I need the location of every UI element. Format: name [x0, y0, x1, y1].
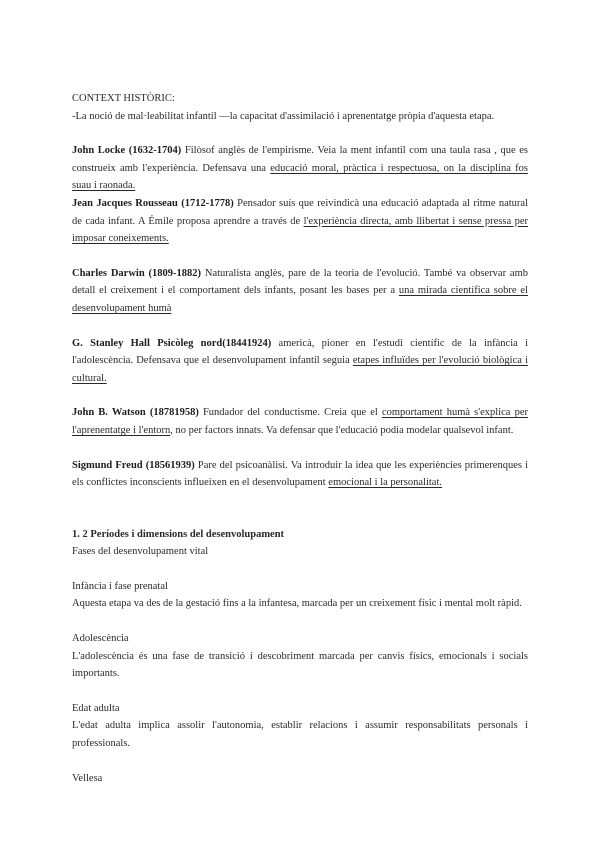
phase-name: Vellesa [72, 772, 103, 784]
author-highlight: emocional i la personalitat. [328, 477, 443, 489]
author-name: Charles Darwin (1809-1882) [72, 267, 202, 279]
author-highlight: una mirada científica sobre el desenvolupament humà [72, 285, 528, 314]
author-text: Fundador del conductisme. Creia que el [198, 407, 382, 419]
section-subtitle: Fases del desenvolupament vital [72, 546, 209, 558]
author-highlight: etapes influïdes per l'evolució biològica i cultural. [72, 355, 528, 384]
author-highlight: l'experiència directa, amb llibertat i sense pressa per imposar coneixements. [72, 215, 528, 245]
author-text: americà, pioner en l'estudi científic de la infància i l'adolescència. Defensava que el desenvolupament infantil seguia [72, 337, 528, 367]
author-watson [72, 404, 528, 439]
phase-text: Aquesta etapa va des de la gestació fins a la infantesa, marcada per un creixement físic i mental molt ràpid. [72, 598, 522, 610]
author-highlight: comportament humà s'explica per l'aprenentatge i l'entorn [72, 407, 528, 436]
author-freud [72, 457, 528, 492]
author-text: Filòsof anglès de l'empirisme. Veia la ment infantil com una taula rasa , que es construeix amb l'experiència. Defensava una [72, 145, 528, 174]
author-name: G. Stanley Hall Psicòleg nord(18441924) [72, 337, 272, 349]
author-text: Pensador suís que reivindicà una educació adaptada al ritme natural de cada infant. A Émile proposa aprendre a través de [72, 197, 529, 227]
author-name: John Locke (1632-1704) [72, 145, 182, 157]
author-hall [72, 335, 528, 388]
section-title: 1. 2 Períodes i dimensions del desenvolupament [72, 528, 285, 540]
author-text-after: , no per factors innats. Va defensar que l'educació podia modelar qualsevol infant. [170, 424, 514, 436]
author-name: Sigmund Freud (18561939) [72, 459, 195, 471]
author-name: Jean Jacques Rousseau (1712-1778) [72, 197, 234, 209]
context-intro: -La noció de mal·leabilitat infantil —la capacitat d'assimilació i aprenentatge pròpia d'aquesta etapa. [72, 110, 495, 122]
context-heading: CONTEXT HISTÒRIC: [72, 93, 175, 104]
author-name: John B. Watson (18781958) [72, 407, 199, 419]
author-text: Pare del psicoanàlisi. Va introduir la idea que les experiències primerenques i els conflictes inconscients influeixen en el desenvolupament [72, 459, 528, 489]
phase-name: Adolescència [72, 633, 129, 645]
author-darwin [72, 265, 528, 318]
phase-name: Infància i fase prenatal [72, 580, 168, 592]
phase-text: L'edat adulta implica assolir l'autonomia, establir relacions i assumir responsabilitats personals i professionals. [72, 720, 528, 750]
phase-name: Edat adulta [72, 702, 120, 714]
phase-text: L'adolescència és una fase de transició i descobriment marcada per canvis físics, emocionals i socials importants. [72, 650, 528, 680]
author-highlight: educació moral, pràctica i respectuosa, on la disciplina fos suau i raonada. [72, 162, 528, 192]
author-locke [72, 142, 528, 195]
author-rousseau [72, 195, 528, 248]
author-text: Naturalista anglès, pare de la teoria de l'evolució. També va observar amb detall el creixement i el comportament dels infants, posant les bases per a [72, 267, 528, 297]
